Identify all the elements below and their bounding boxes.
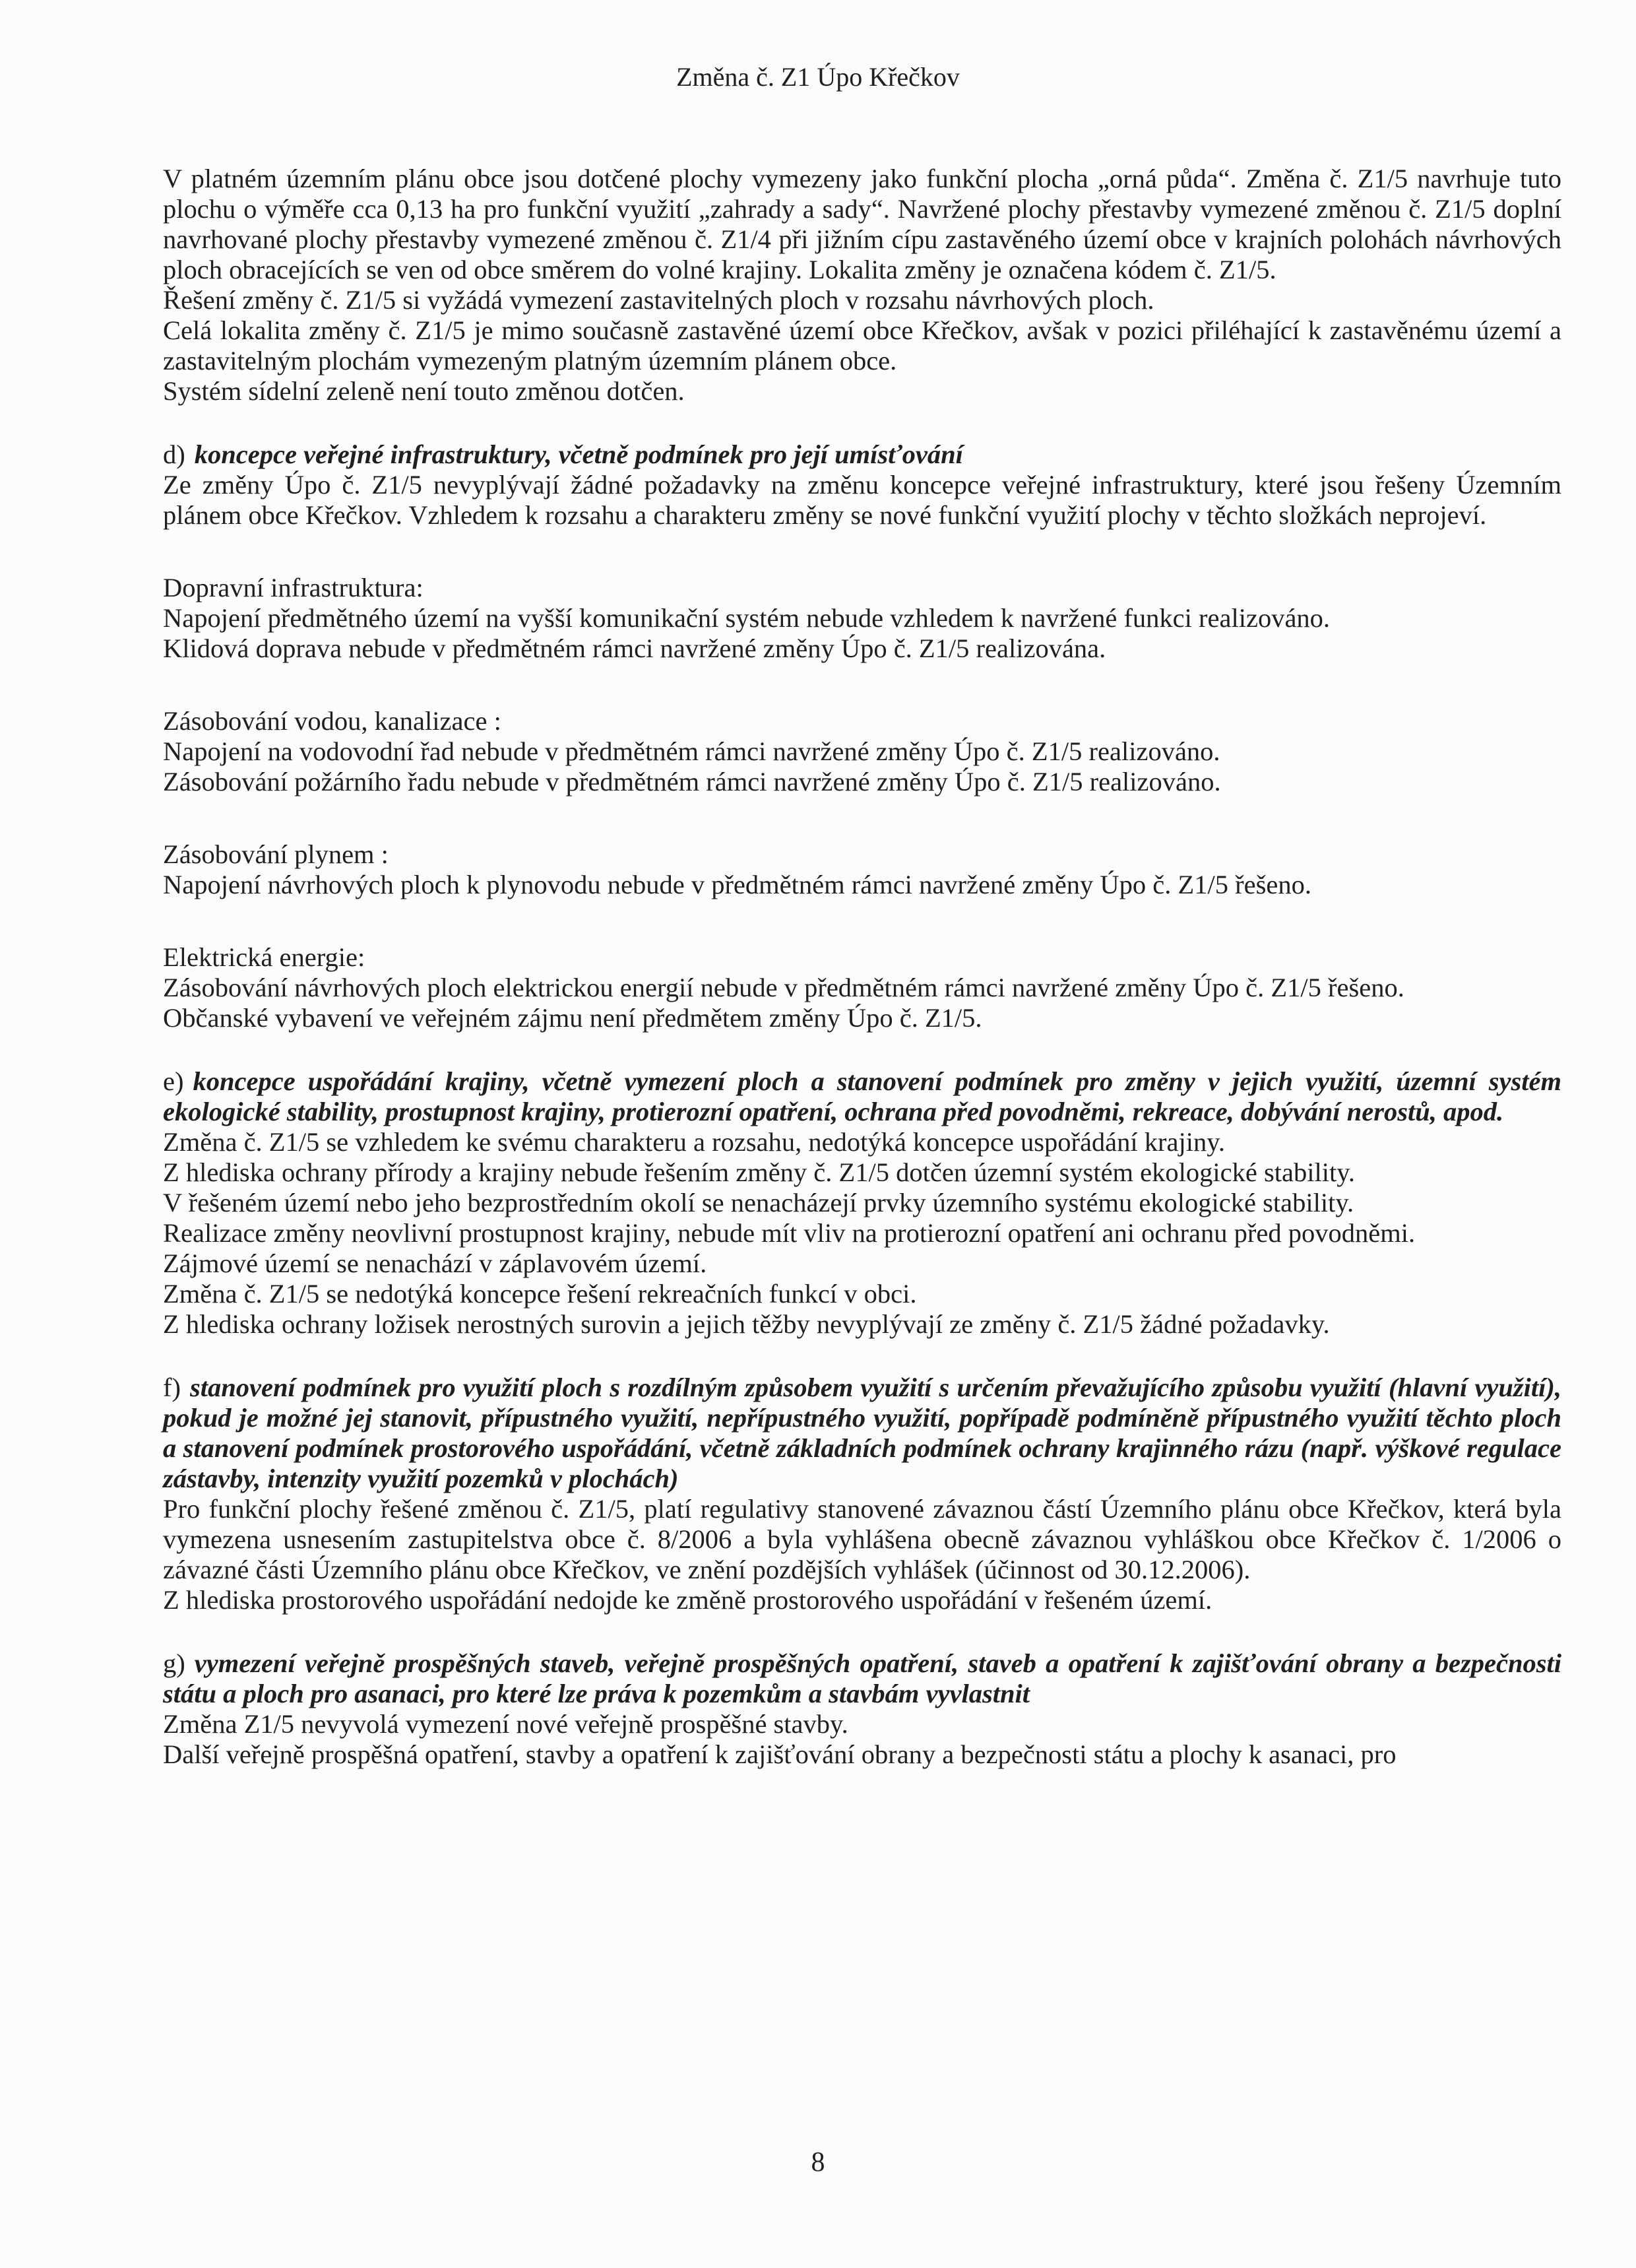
energie-line-1: Zásobování návrhových ploch elektrickou energií nebude v předmětném rámci navržené změny Úpo č. Z1/5 řešeno.	[163, 973, 1404, 1002]
section-g-paragraph-2: Další veřejně prospěšná opatření, stavby a opatření k zajišťování obrany a bezpečnosti státu a plochy k asanaci, pro	[163, 1739, 1397, 1769]
intro-paragraph: V platném územním plánu obce jsou dotčené plochy vymezeny jako funkční plocha „orná půda“. Změna č. Z1/5 navrhuje tuto plochu o výměře cca 0,13 ha pro funkční využití „zahrady a sady“. Navržené plochy přestavby vymezené změnou č. Z1/5 doplní navrhované plochy přestavby vymezené změnou č. Z1/4 při jižním cípu zastavěného území obce v krajních polohách návrhových ploch obracejících se ven od obce směrem do volné krajiny. Lokalita změny je označena kódem č. Z1/5.	[163, 164, 1561, 284]
intro-paragraph-4: Systém sídelní zeleně není touto změnou dotčen.	[163, 376, 685, 406]
section-d-heading	[163, 439, 1561, 470]
energie-title: Elektrická energie:	[163, 942, 365, 972]
doprava-line-1: Napojení předmětného území na vyšší komunikační systém nebude vzhledem k navržené funkci realizováno.	[163, 603, 1331, 633]
section-g-title: vymezení veřejně prospěšných staveb, veřejně prospěšných opatření, staveb a opatření k zajišťování obrany a bezpečnosti státu a ploch pro asanaci, pro které lze práva k pozemkům a stavbám vyvlastnit	[163, 1648, 1561, 1708]
section-f-title: stanovení podmínek pro využití ploch s rozdílným způsobem využití s určením převažujícího způsobu využití (hlavní využití), pokud je možné jej stanovit, přípustného využití, nepřípustného využití, popřípadě podmíněně přípustného využití těchto ploch a stanovení podmínek prostorového uspořádání, včetně základních podmínek ochrany krajinného rázu (např. výškové regulace zástavby, intenzity využití pozemků v plochách)	[163, 1373, 1561, 1493]
doprava-line-2: Klidová doprava nebude v předmětném rámci navržené změny Úpo č. Z1/5 realizována.	[163, 633, 1106, 663]
section-d-paragraph: Ze změny Úpo č. Z1/5 nevyplývají žádné požadavky na změnu koncepce veřejné infrastruktury, které jsou řešeny Územním plánem obce Křečkov. Vzhledem k rozsahu a charakteru změny se nové funkční využití plochy v těchto složkách neprojeví.	[163, 470, 1561, 530]
voda-line-2: Zásobování požárního řadu nebude v předmětném rámci navržené změny Úpo č. Z1/5 realizováno.	[163, 767, 1221, 796]
section-f-heading	[163, 1373, 1561, 1494]
section-f-label: f)	[163, 1373, 181, 1402]
section-e-line: Zájmové území se nenachází v záplavovém území.	[163, 1248, 707, 1278]
page-header: Změna č. Z1 Úpo Křečkov	[676, 62, 960, 92]
document-body	[163, 164, 1561, 1770]
section-e-line: Z hlediska ochrany ložisek nerostných surovin a jejich těžby nevyplývají ze změny č. Z1/5 žádné požadavky.	[163, 1309, 1330, 1339]
section-g-heading	[163, 1648, 1561, 1709]
section-f-paragraph-2: Z hlediska prostorového uspořádání nedojde ke změně prostorového uspořádání v řešeném území.	[163, 1585, 1212, 1615]
voda-title: Zásobování vodou, kanalizace :	[163, 706, 501, 736]
section-e-line: Změna č. Z1/5 se vzhledem ke svému charakteru a rozsahu, nedotýká koncepce uspořádání krajiny.	[163, 1127, 1225, 1157]
intro-paragraph-3: Celá lokalita změny č. Z1/5 je mimo současně zastavěné území obce Křečkov, avšak v pozici přiléhající k zastavěnému území a zastavitelným plochám vymezeným platným územním plánem obce.	[163, 315, 1561, 375]
section-e-title: koncepce uspořádání krajiny, včetně vymezení ploch a stanovení podmínek pro změny v jejich využití, územní systém ekologické stability, prostupnost krajiny, protierozní opatření, ochrana před povodněmi, rekreace, dobývání nerostů, apod.	[163, 1066, 1561, 1126]
plyn-line-1: Napojení návrhových ploch k plynovodu nebude v předmětném rámci navržené změny Úpo č. Z1/5 řešeno.	[163, 870, 1311, 899]
section-e-line: Z hlediska ochrany přírody a krajiny nebude řešením změny č. Z1/5 dotčen územní systém ekologické stability.	[163, 1157, 1355, 1187]
voda-line-1: Napojení na vodovodní řad nebude v předmětném rámci navržené změny Úpo č. Z1/5 realizováno.	[163, 736, 1220, 766]
intro-paragraph-2: Řešení změny č. Z1/5 si vyžádá vymezení zastavitelných ploch v rozsahu návrhových ploch.	[163, 285, 1154, 315]
section-d-label: d)	[163, 439, 185, 469]
section-e-line: V řešeném území nebo jeho bezprostředním okolí se nenacházejí prvky územního systému ekologické stability.	[163, 1188, 1354, 1217]
page-number: 8	[811, 2147, 825, 2178]
doprava-title: Dopravní infrastruktura:	[163, 573, 424, 602]
section-e-label: e)	[163, 1066, 184, 1096]
obcanske-vybaveni: Občanské vybavení ve veřejném zájmu není předmětem změny Úpo č. Z1/5.	[163, 1003, 982, 1033]
plyn-title: Zásobování plynem :	[163, 839, 389, 869]
section-g-paragraph: Změna Z1/5 nevyvolá vymezení nové veřejně prospěšné stavby.	[163, 1709, 848, 1739]
section-f-paragraph: Pro funkční plochy řešené změnou č. Z1/5, platí regulativy stanovené závaznou částí Územního plánu obce Křečkov, která byla vymezena usnesením zastupitelstva obce č. 8/2006 a byla vyhlášena obecně závaznou vyhláškou obce Křečkov č. 1/2006 o závazné části Územního plánu obce Křečkov, ve znění pozdějších vyhlášek (účinnost od 30.12.2006).	[163, 1494, 1561, 1584]
section-e-line: Změna č. Z1/5 se nedotýká koncepce řešení rekreačních funkcí v obci.	[163, 1279, 917, 1309]
section-e-line: Realizace změny neovlivní prostupnost krajiny, nebude mít vliv na protierozní opatření ani ochranu před povodněmi.	[163, 1218, 1416, 1248]
section-d-title: koncepce veřejné infrastruktury, včetně podmínek pro její umísťování	[194, 439, 963, 469]
section-e-heading	[163, 1066, 1561, 1127]
section-g-label: g)	[163, 1648, 185, 1678]
